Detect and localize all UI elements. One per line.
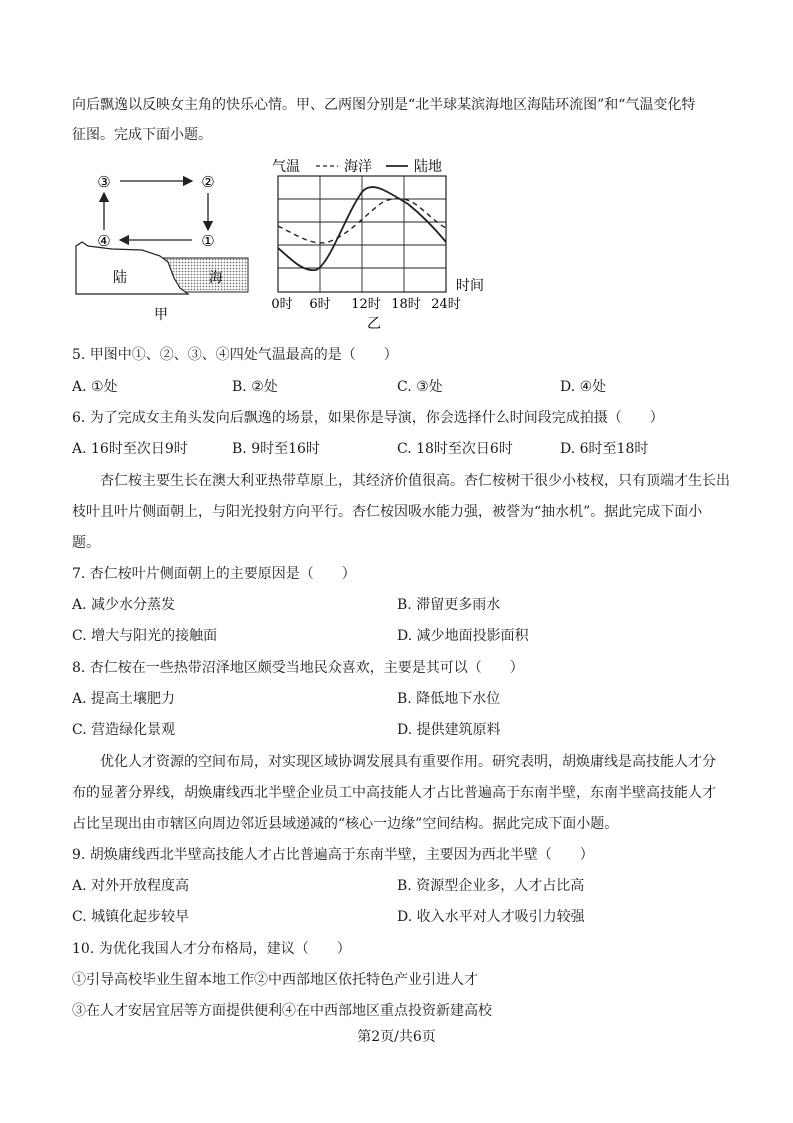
- intro-line-1: 向后飘逸以反映女主角的快乐心情。甲、乙两图分别是“北半球某滨海地区海陆环流图”和“气温变化特: [72, 97, 696, 113]
- q6-option-c: C. 18时至次日6时: [397, 441, 513, 457]
- node-1-label: ①: [201, 232, 215, 250]
- q5-option-c: C. ③处: [397, 379, 443, 395]
- para3-line-2: 布的显著分界线，胡焕庸线西北半壁企业员工中高技能人才占比普遍高于东南半壁，东南半壁高技能人才: [72, 785, 716, 801]
- q8-option-c: C. 营造绿化景观: [72, 722, 176, 738]
- x-tick-24: 24时: [431, 297, 461, 312]
- legend-land: 陆地: [414, 159, 442, 175]
- q5-option-d: D. ④处: [560, 379, 607, 395]
- q6-option-d: D. 6时至18时: [560, 441, 649, 457]
- q7-option-d: D. 减少地面投影面积: [397, 628, 529, 644]
- q6-option-b: B. 9时至16时: [232, 441, 320, 457]
- q7-option-b: B. 滞留更多雨水: [397, 597, 501, 613]
- q7-option-c: C. 增大与阳光的接触面: [72, 628, 218, 644]
- q9-option-c: C. 城镇化起步较早: [72, 909, 190, 925]
- q8-stem: 8. 杏仁桉在一些热带沼泽地区颇受当地民众喜欢，主要是其可以（ ）: [72, 660, 524, 676]
- legend-sea: 海洋: [344, 159, 372, 175]
- q7-stem: 7. 杏仁桉叶片侧面朝上的主要原因是（ ）: [72, 566, 356, 582]
- x-tick-6: 6时: [309, 297, 331, 312]
- q10-statement-line-2: ③在人才安居宜居等方面提供便利④在中西部地区重点投资新建高校: [72, 1003, 492, 1019]
- para2-line-2: 枝叶且叶片侧面朝上，与阳光投射方向平行。杏仁桉因吸水能力强，被誉为“抽水机”。据此完成下面小: [72, 504, 703, 520]
- q6-stem: 6. 为了完成女主角头发向后飘逸的场景，如果你是导演，你会选择什么时间段完成拍摄（ ）: [72, 410, 664, 426]
- figure-jia-caption: 甲: [154, 307, 168, 323]
- para2-line-1: 杏仁桉主要生长在澳大利亚热带草原上，其经济价值很高。杏仁桉树干很少小枝杈，只有顶端才生长出: [100, 473, 730, 489]
- q10-stem: 10. 为优化我国人才分布格局，建议（ ）: [72, 941, 351, 957]
- q8-option-b: B. 降低地下水位: [397, 691, 501, 707]
- q9-stem: 9. 胡焕庸线西北半壁高技能人才占比普遍高于东南半壁，主要因为西北半壁（ ）: [72, 847, 594, 863]
- q9-option-b: B. 资源型企业多，人才占比高: [397, 878, 585, 894]
- q8-option-d: D. 提供建筑原料: [397, 722, 501, 738]
- q9-option-d: D. 收入水平对人才吸引力较强: [397, 909, 585, 925]
- x-tick-12: 12时: [351, 297, 381, 312]
- q10-statement-line-1: ①引导高校毕业生留本地工作②中西部地区依托特色产业引进人才: [72, 972, 478, 988]
- x-tick-0: 0时: [271, 297, 293, 312]
- q7-option-a: A. 减少水分蒸发: [72, 597, 176, 613]
- q8-option-a: A. 提高土壤肥力: [72, 691, 176, 707]
- sea-label: 海: [209, 270, 223, 286]
- node-3-label: ③: [97, 173, 111, 191]
- intro-line-2: 征图。完成下面小题。: [72, 127, 212, 143]
- x-axis-label: 时间: [456, 278, 484, 294]
- y-axis-label: 气温: [272, 159, 300, 175]
- q6-option-a: A. 16时至次日9时: [72, 441, 188, 457]
- q5-option-b: B. ②处: [232, 379, 278, 395]
- para3-line-1: 优化人才资源的空间布局，对实现区域协调发展具有重要作用。研究表明，胡焕庸线是高技能人才分: [100, 754, 716, 770]
- node-2-label: ②: [201, 173, 215, 191]
- q5-option-a: A. ①处: [72, 379, 118, 395]
- figure-yi-caption: 乙: [367, 316, 381, 332]
- q5-stem: 5. 甲图中①、②、③、④四处气温最高的是（ ）: [72, 347, 398, 363]
- x-tick-18: 18时: [391, 297, 421, 312]
- node-4-label: ④: [97, 232, 111, 250]
- q9-option-a: A. 对外开放程度高: [72, 878, 190, 894]
- land-label: 陆: [113, 270, 127, 286]
- para2-line-3: 题。: [72, 535, 100, 551]
- para3-line-3: 占比呈现出由市辖区向周边邻近县域递减的“核心一边缘”空间结构。据此完成下面小题。: [72, 816, 619, 832]
- page-number: 第2页/共6页: [357, 1029, 436, 1045]
- figure-yi-chart: [268, 154, 496, 334]
- figure-jia: [70, 162, 260, 332]
